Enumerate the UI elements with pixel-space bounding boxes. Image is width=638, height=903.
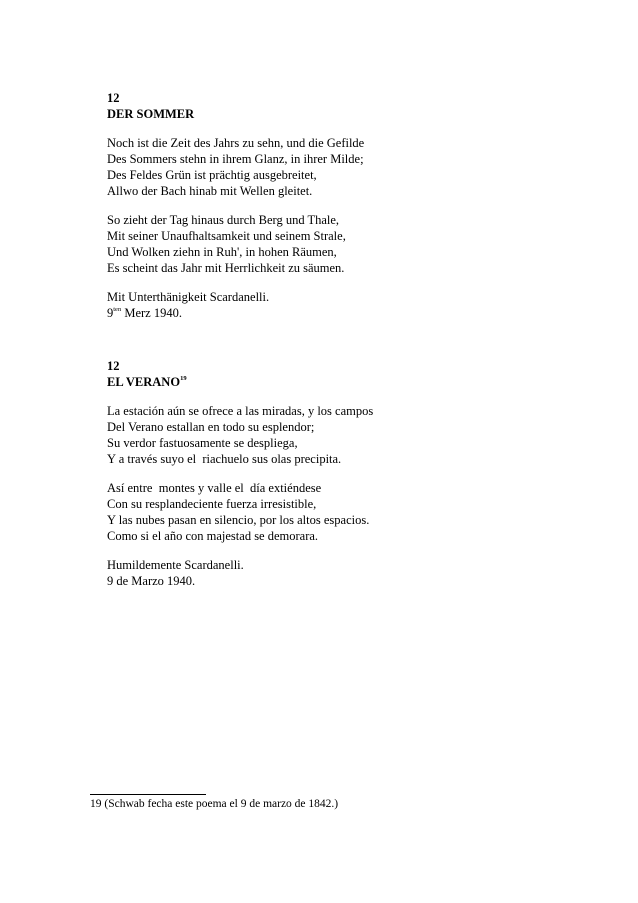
date-ordinal: ten: [113, 305, 122, 313]
verse-line: Des Sommers stehn in ihrem Glanz, in ihrer Milde;: [107, 152, 364, 166]
footnote-text: 19 (Schwab fecha este poema el 9 de marzo de 1842.): [90, 798, 339, 810]
verse-line: Mit seiner Unaufhaltsamkeit und seinem Strale,: [107, 229, 346, 243]
poem-title: DER SOMMER: [107, 107, 195, 121]
verse-line: Y a través suyo el riachuelo sus olas precipita.: [107, 452, 342, 466]
verse-line: Con su resplandeciente fuerza irresistible,: [107, 497, 317, 511]
poem-date: 9 de Marzo 1940.: [107, 574, 196, 588]
date-rest: Merz 1940.: [121, 306, 182, 320]
verse-line: So zieht der Tag hinaus durch Berg und Thale,: [107, 213, 340, 227]
verse-line: Del Verano estallan en todo su esplendor;: [107, 420, 315, 434]
verse-line: Allwo der Bach hinab mit Wellen gleitet.: [107, 184, 313, 198]
verse-line: Es scheint das Jahr mit Herrlichkeit zu säumen.: [107, 261, 345, 275]
poem-title: [107, 374, 577, 390]
poem-date: [107, 305, 577, 321]
date-day: 9: [107, 306, 114, 320]
spanish-poem: [107, 358, 577, 589]
verse-line: Así entre montes y valle el día extiéndese: [107, 481, 322, 495]
signature: Mit Unterthänigkeit Scardanelli.: [107, 290, 270, 304]
poem-number: 12: [107, 91, 120, 105]
verse-line: Como si el año con majestad se demorara.: [107, 529, 319, 543]
verse-line: Su verdor fastuosamente se despliega,: [107, 436, 298, 450]
verse-line: Y las nubes pasan en silencio, por los altos espacios.: [107, 513, 370, 527]
verse-line: Und Wolken ziehn in Ruh', in hohen Räumen,: [107, 245, 337, 259]
verse-line: Noch ist die Zeit des Jahrs zu sehn, und die Gefilde: [107, 136, 365, 150]
verse-line: La estación aún se ofrece a las miradas, y los campos: [107, 404, 374, 418]
poem-number: 12: [107, 359, 120, 373]
signature: Humildemente Scardanelli.: [107, 558, 244, 572]
german-poem: [107, 90, 577, 321]
footnote-reference[interactable]: 19: [180, 374, 187, 382]
poem-title-text: EL VERANO: [107, 375, 181, 389]
verse-line: Des Feldes Grün ist prächtig ausgebreitet,: [107, 168, 317, 182]
footnote-separator: [90, 794, 206, 795]
